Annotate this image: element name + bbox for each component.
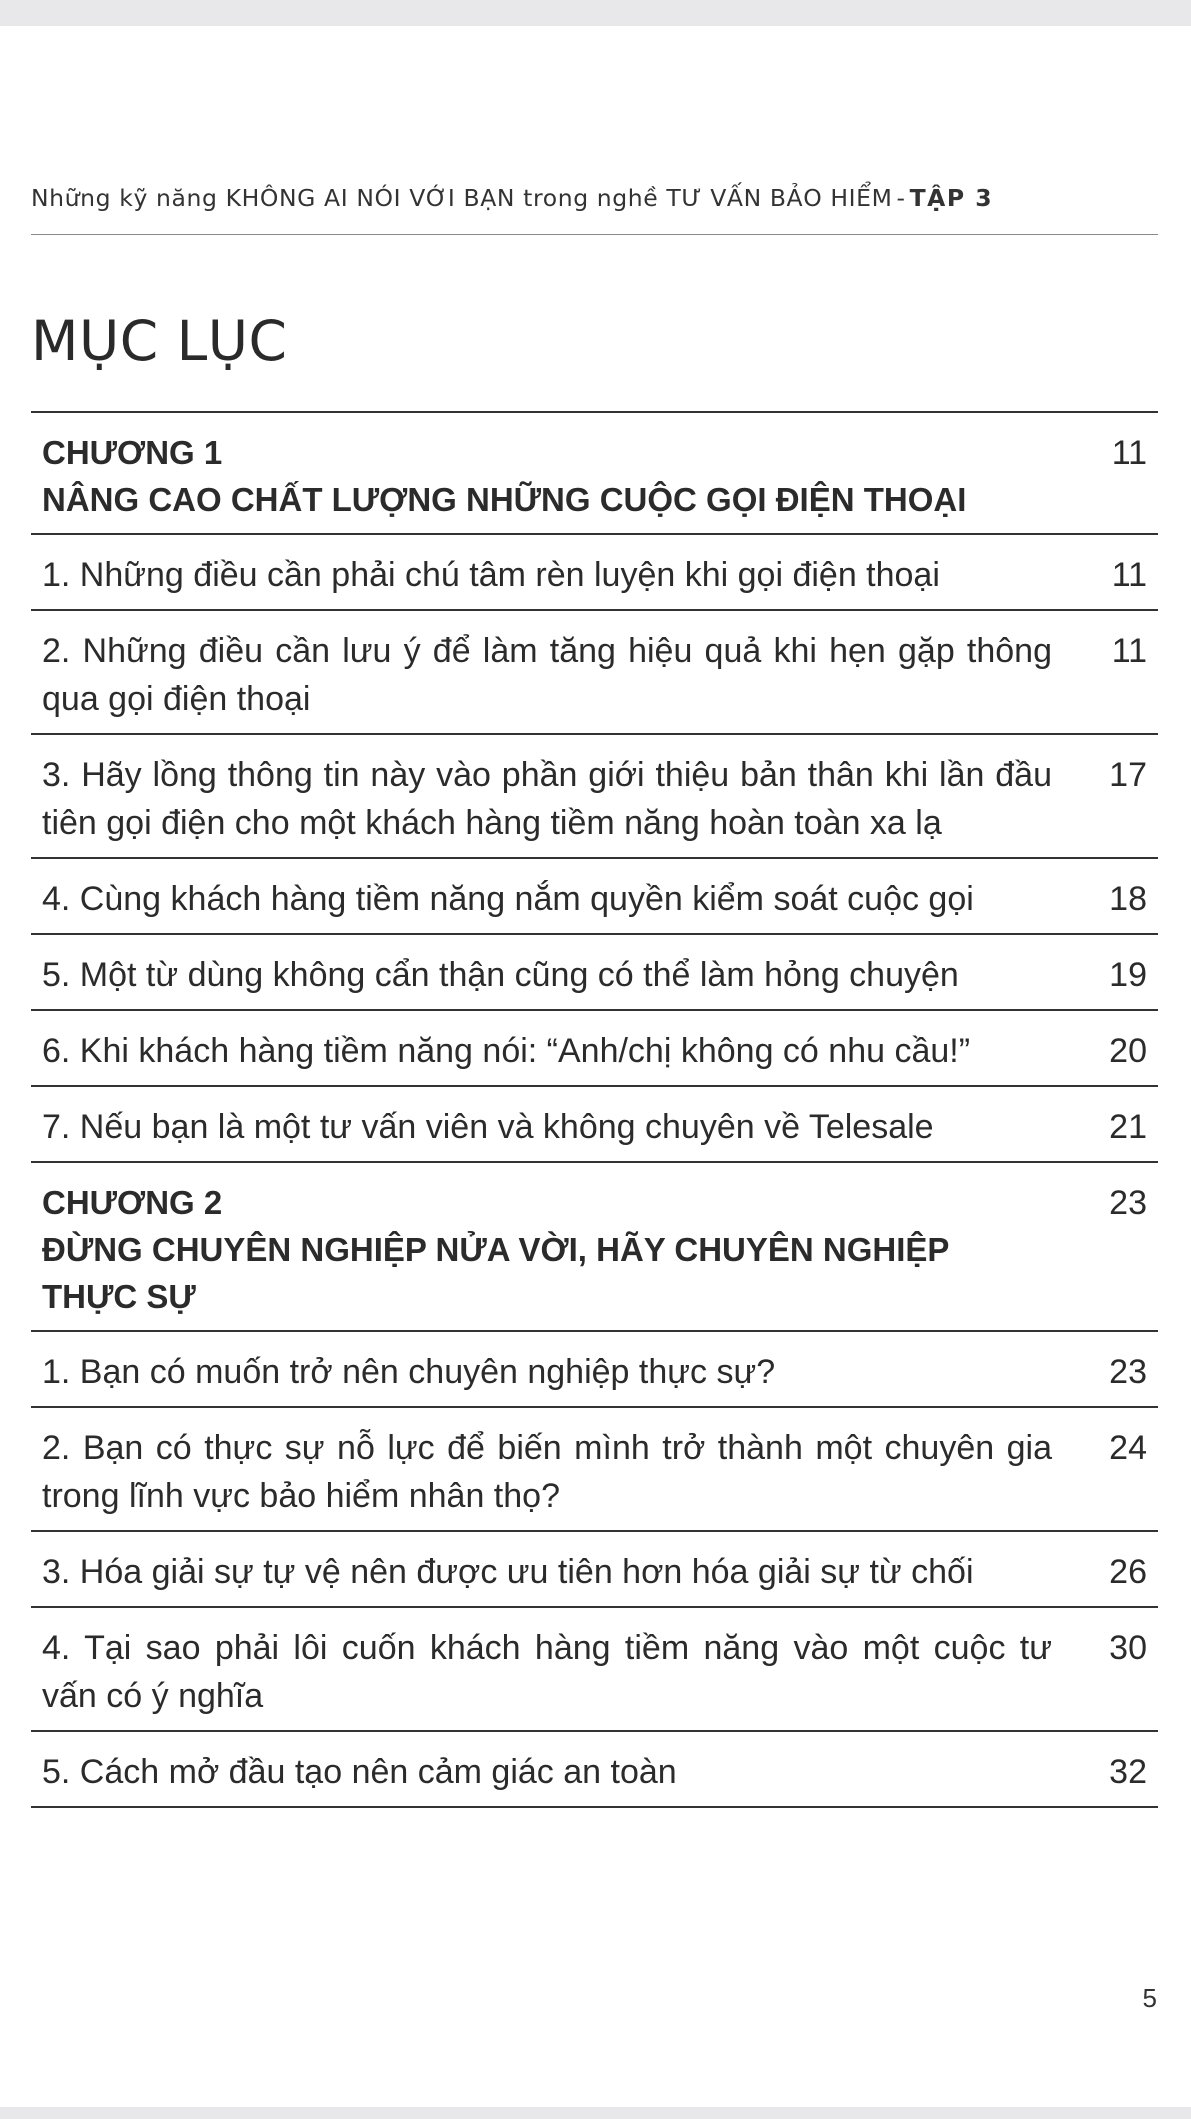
- toc-item-row[interactable]: [31, 1608, 1158, 1732]
- chapter-title: ĐỪNG CHUYÊN NGHIỆP NỬA VỜI, HÃY CHUYÊN NGHIỆP THỰC SỰ: [42, 1231, 949, 1315]
- toc-page-number: 30: [1109, 1629, 1147, 1667]
- toc-item-label: 3. Hóa giải sự tự vệ nên được ưu tiên hơn hóa giải sự từ chối: [42, 1553, 974, 1591]
- toc-title: MỤC LỤC: [31, 309, 288, 373]
- toc-item-row[interactable]: [31, 535, 1158, 611]
- toc-chapter-label: [42, 1179, 1052, 1320]
- toc-page-number: 11: [1111, 556, 1147, 594]
- toc-page-number: 20: [1109, 1032, 1147, 1070]
- document-page: [0, 26, 1191, 2107]
- toc-page-number: 11: [1111, 434, 1147, 472]
- toc-item-row[interactable]: [31, 1011, 1158, 1087]
- toc-page-number: 23: [1109, 1184, 1147, 1222]
- toc-page-number: 32: [1109, 1753, 1147, 1791]
- chapter-title: NÂNG CAO CHẤT LƯỢNG NHỮNG CUỘC GỌI ĐIỆN THOẠI: [42, 481, 967, 518]
- header-title: Những kỹ năng KHÔNG AI NÓI VỚI BẠN trong nghề TƯ VẤN BẢO HIỂM: [31, 184, 893, 212]
- toc-item-row[interactable]: [31, 935, 1158, 1011]
- toc-chapter-label: [42, 429, 1052, 523]
- chapter-number: CHƯƠNG 2: [42, 1184, 223, 1221]
- toc-item-row[interactable]: [31, 1332, 1158, 1408]
- toc-item-row[interactable]: [31, 1408, 1158, 1532]
- header-volume: TẬP 3: [909, 184, 994, 212]
- header-separator: -: [896, 184, 906, 212]
- toc-item-label: 6. Khi khách hàng tiềm năng nói: “Anh/chị không có nhu cầu!”: [42, 1032, 971, 1070]
- toc-page-number: 11: [1111, 632, 1147, 670]
- toc-item-label: 7. Nếu bạn là một tư vấn viên và không chuyên về Telesale: [42, 1108, 934, 1146]
- toc-page-number: 18: [1109, 880, 1147, 918]
- toc-item-label: 3. Hãy lồng thông tin này vào phần giới thiệu bản thân khi lần đầu tiên gọi điện cho một khách hàng tiềm năng hoàn toàn xa lạ: [42, 756, 1052, 842]
- page-number: 5: [1142, 1983, 1157, 2013]
- toc-item-label: 5. Cách mở đầu tạo nên cảm giác an toàn: [42, 1753, 677, 1791]
- chapter-number: CHƯƠNG 1: [42, 434, 223, 471]
- toc-item-row[interactable]: [31, 1087, 1158, 1163]
- toc-item-row[interactable]: [31, 1732, 1158, 1808]
- toc-page-number: 21: [1109, 1108, 1147, 1146]
- toc-chapter-row[interactable]: [31, 1163, 1158, 1332]
- table-of-contents: [31, 411, 1158, 1808]
- toc-page-number: 17: [1109, 756, 1147, 794]
- toc-item-row[interactable]: [31, 1532, 1158, 1608]
- toc-item-label: 2. Bạn có thực sự nỗ lực để biến mình trở thành một chuyên gia trong lĩnh vực bảo hiểm nhân thọ?: [42, 1429, 1052, 1515]
- toc-item-label: 1. Bạn có muốn trở nên chuyên nghiệp thực sự?: [42, 1353, 776, 1391]
- running-header: [31, 184, 1158, 235]
- toc-page-number: 23: [1109, 1353, 1147, 1391]
- toc-item-row[interactable]: [31, 859, 1158, 935]
- toc-item-label: 2. Những điều cần lưu ý để làm tăng hiệu quả khi hẹn gặp thông qua gọi điện thoại: [42, 632, 1052, 718]
- toc-item-label: 4. Tại sao phải lôi cuốn khách hàng tiềm năng vào một cuộc tư vấn có ý nghĩa: [42, 1629, 1052, 1715]
- toc-page-number: 19: [1109, 956, 1147, 994]
- toc-chapter-row[interactable]: [31, 413, 1158, 535]
- toc-item-label: 1. Những điều cần phải chú tâm rèn luyện khi gọi điện thoại: [42, 556, 940, 594]
- toc-item-row[interactable]: [31, 611, 1158, 735]
- toc-item-label: 4. Cùng khách hàng tiềm năng nắm quyền kiểm soát cuộc gọi: [42, 880, 974, 918]
- toc-page-number: 26: [1109, 1553, 1147, 1591]
- toc-item-row[interactable]: [31, 735, 1158, 859]
- toc-page-number: 24: [1109, 1429, 1147, 1467]
- toc-item-label: 5. Một từ dùng không cẩn thận cũng có thể làm hỏng chuyện: [42, 956, 959, 994]
